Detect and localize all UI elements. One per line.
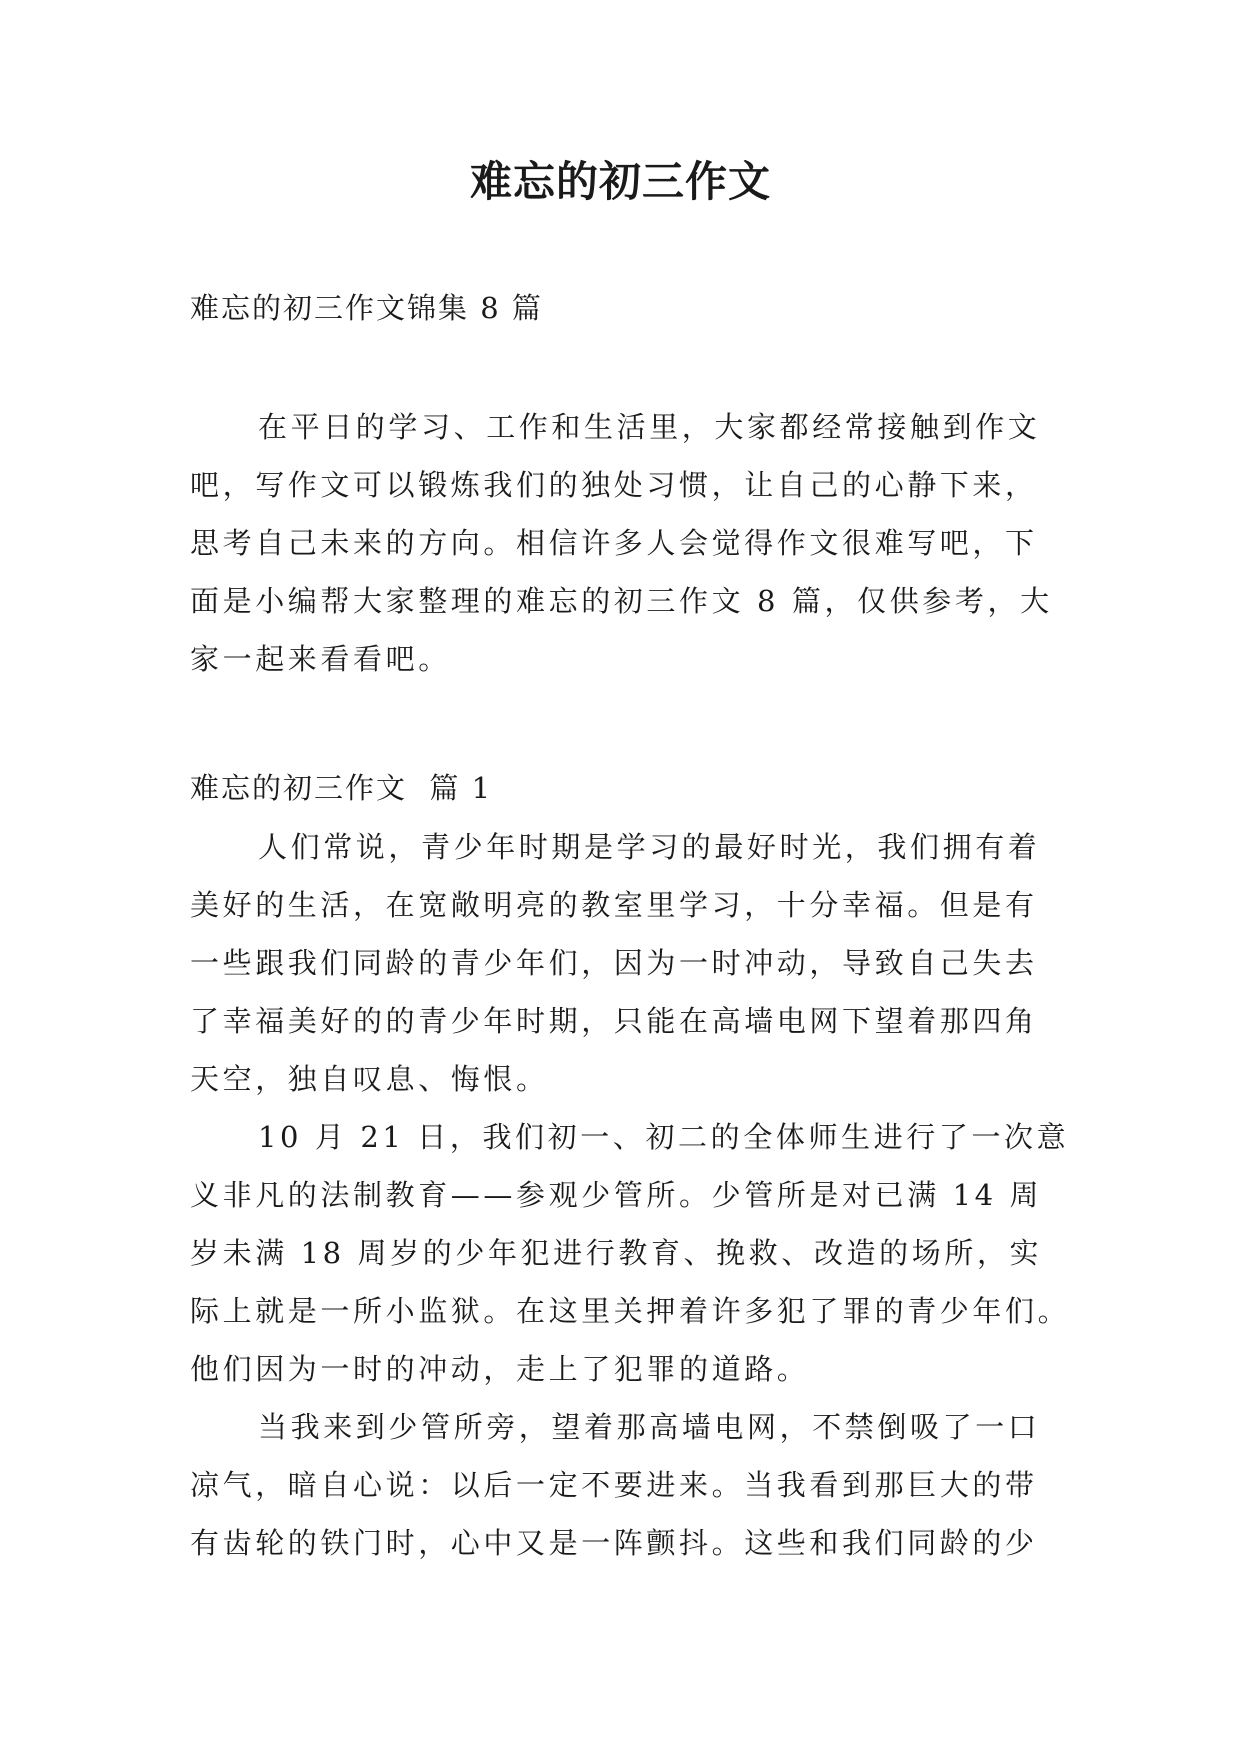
body-line: 了幸福美好的的青少年时期，只能在高墙电网下望着那四角 [190,1004,1038,1038]
intro-line: 思考自己未来的方向。相信许多人会觉得作文很难写吧，下 [190,526,1038,560]
document-title: 难忘的初三作文 [469,157,771,206]
body-line: 凉气，暗自心说：以后一定不要进来。当我看到那巨大的带 [190,1468,1038,1502]
section-body [190,818,1071,1572]
document-subtitle: 难忘的初三作文锦集 8 篇 [190,291,543,325]
intro-paragraph [190,398,1060,688]
body-line: 人们常说，青少年时期是学习的最好时光，我们拥有着 [258,830,1041,864]
body-line: 10 月 21 日，我们初一、初二的全体师生进行了一次意 [258,1120,1070,1154]
body-line: 天空，独自叹息、悔恨。 [190,1062,549,1096]
body-line: 际上就是一所小监狱。在这里关押着许多犯了罪的青少年们。 [190,1294,1071,1328]
body-line: 义非凡的法制教育——参观少管所。少管所是对已满 14 周 [190,1178,1043,1212]
intro-line: 家一起来看看吧。 [190,642,451,676]
intro-line: 在平日的学习、工作和生活里，大家都经常接触到作文 [258,410,1041,444]
body-line: 他们因为一时的冲动，走上了犯罪的道路。 [190,1352,810,1386]
body-line: 美好的生活，在宽敞明亮的教室里学习，十分幸福。但是有 [190,888,1038,922]
body-line: 当我来到少管所旁，望着那高墙电网，不禁倒吸了一口 [258,1410,1041,1444]
body-line: 一些跟我们同龄的青少年们，因为一时冲动，导致自己失去 [190,946,1038,980]
intro-line: 面是小编帮大家整理的难忘的初三作文 8 篇，仅供参考，大 [190,584,1053,618]
intro-line: 吧，写作文可以锻炼我们的独处习惯，让自己的心静下来， [190,468,1038,502]
body-line: 有齿轮的铁门时，心中又是一阵颤抖。这些和我们同龄的少 [190,1526,1038,1560]
section-heading: 难忘的初三作文 篇 1 [190,771,493,805]
body-line: 岁未满 18 周岁的少年犯进行教育、挽救、改造的场所，实 [190,1236,1043,1270]
